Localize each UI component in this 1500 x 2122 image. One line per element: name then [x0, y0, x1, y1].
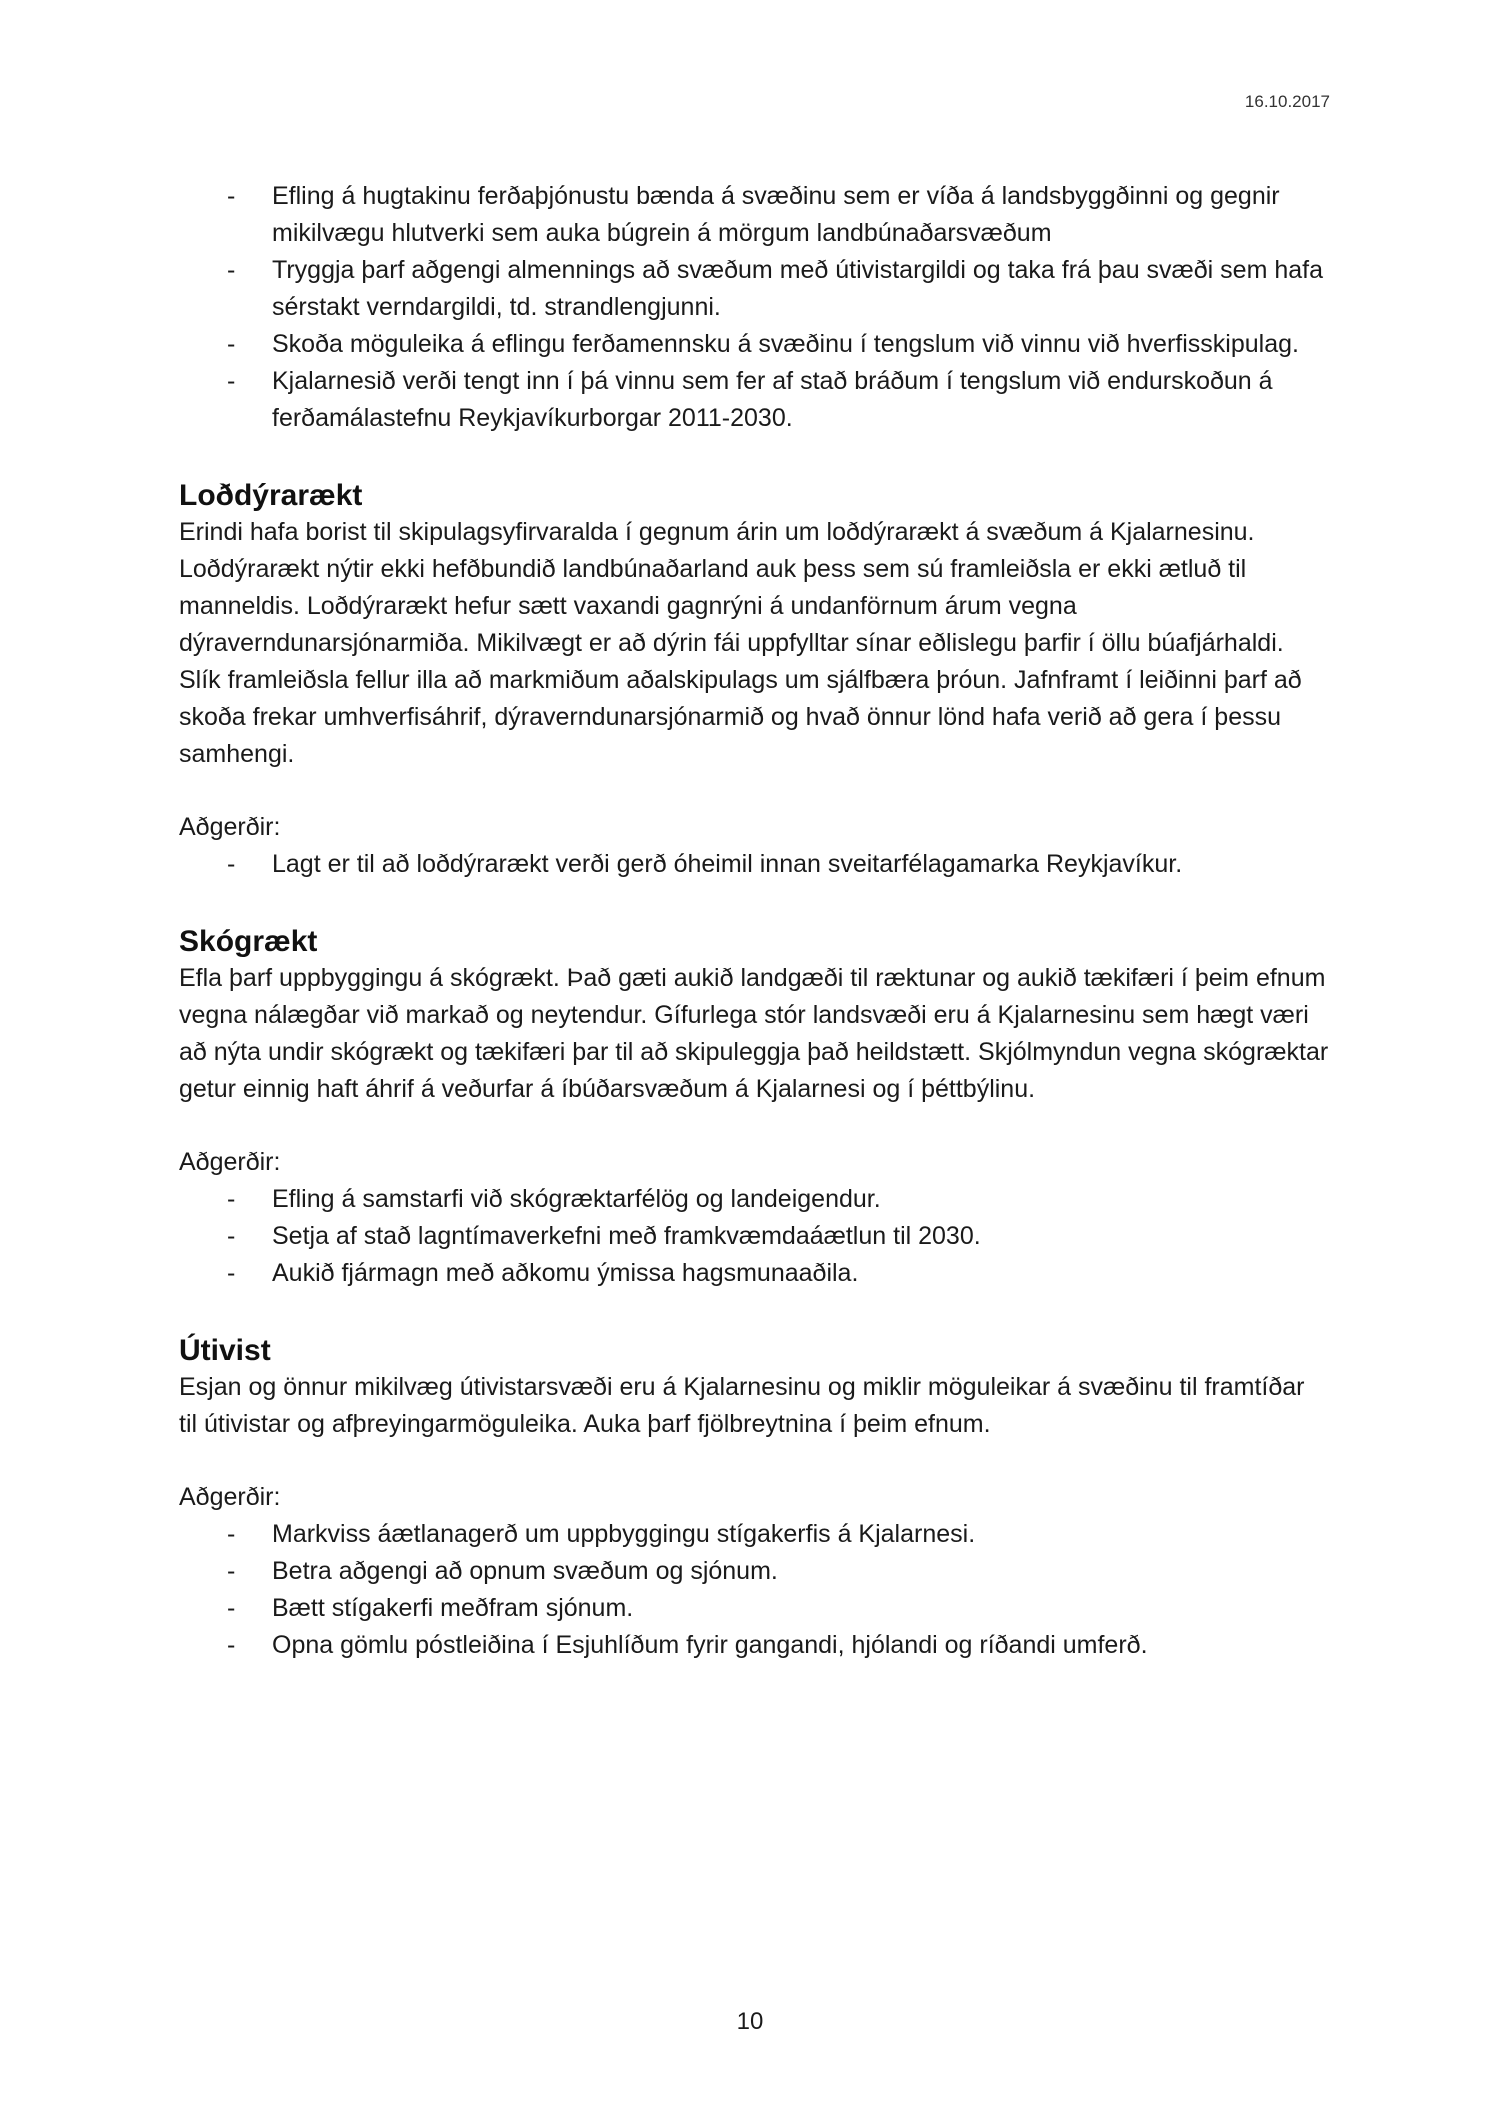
actions-list [179, 846, 1329, 883]
list-item: - Lagt er til að loðdýrarækt verði gerð óheimil innan sveitarfélagamarka Reykjavíkur. [179, 846, 1329, 883]
list-item: - Opna gömlu póstleiðina í Esjuhlíðum fyrir gangandi, hjólandi og ríðandi umferð. [179, 1627, 1329, 1664]
section-heading: Loðdýrarækt [179, 479, 363, 512]
actions-label: Aðgerðir: [179, 813, 281, 841]
list-item: - Aukið fjármagn með aðkomu ýmissa hagsmunaaðila. [179, 1255, 1329, 1292]
list-item: - Setja af stað lagntímaverkefni með framkvæmdaáætlun til 2030. [179, 1218, 1329, 1255]
document-body [179, 178, 1329, 1664]
actions-label: Aðgerðir: [179, 1148, 281, 1176]
list-item: - Skoða möguleika á eflingu ferðamennsku á svæðinu í tengslum við vinnu við hverfisskipulag. [179, 326, 1329, 363]
section-lodyraraekt [179, 477, 1329, 883]
actions-list [179, 1516, 1329, 1664]
list-item: - Efling á samstarfi við skógræktarfélög og landeigendur. [179, 1181, 1329, 1218]
section-skograekt [179, 923, 1329, 1292]
section-paragraph: Erindi hafa borist til skipulagsyfirvaralda í gegnum árin um loðdýrarækt á svæðum á Kjalarnesinu. Loðdýrarækt nýtir ekki hefðbundið landbúnaðarland auk þess sem sú framleiðsla er ekki ætluð til manneldis. Loðdýrarækt hefur sætt vaxandi gagnrýni á undanförnum árum vegna dýraverndunarsjónarmiða. Mikilvægt er að dýrin fái uppfylltar sínar eðlislegu þarfir í öllu búafjárhaldi. Slík framleiðsla fellur illa að markmiðum aðalskipulags um sjálfbæra þróun. Jafnframt í leiðinni þarf að skoða frekar umhverfisáhrif, dýraverndunarsjónarmið og hvað önnur lönd hafa verið að gera í þessu samhengi. [179, 518, 1302, 768]
section-heading: Útivist [179, 1334, 271, 1367]
list-item: - Bætt stígakerfi meðfram sjónum. [179, 1590, 1329, 1627]
list-item: - Kjalarnesið verði tengt inn í þá vinnu sem fer af stað bráðum í tengslum við endurskoðun á ferðamálastefnu Reykjavíkurborgar 2011-2030. [179, 363, 1329, 437]
actions-label: Aðgerðir: [179, 1483, 281, 1511]
list-item: - Tryggja þarf aðgengi almennings að svæðum með útivistargildi og taka frá þau svæði sem hafa sérstakt verndargildi, td. strandlengjunni. [179, 252, 1329, 326]
section-paragraph: Efla þarf uppbyggingu á skógrækt. Það gæti aukið landgæði til ræktunar og aukið tækifæri í þeim efnum vegna nálægðar við markað og neytendur. Gífurlega stór landsvæði eru á Kjalarnesinu sem hægt væri að nýta undir skógrækt og tækifæri þar til að skipuleggja það heildstætt. Skjólmyndun vegna skógræktar getur einnig haft áhrif á veðurfar á íbúðarsvæðum á Kjalarnesi og í þéttbýlinu. [179, 964, 1329, 1103]
list-item: - Markviss áætlanagerð um uppbyggingu stígakerfis á Kjalarnesi. [179, 1516, 1329, 1553]
section-utivist [179, 1332, 1329, 1664]
section-heading: Skógrækt [179, 925, 318, 958]
header-date: 16.10.2017 [1244, 92, 1330, 111]
page-number: 10 [736, 2008, 764, 2035]
intro-bullet-list [179, 178, 1329, 437]
section-paragraph: Esjan og önnur mikilvæg útivistarsvæði eru á Kjalarnesinu og miklir möguleikar á svæðinu til framtíðar til útivistar og afþreyingarmöguleika. Auka þarf fjölbreytnina í þeim efnum. [179, 1373, 1305, 1438]
actions-list [179, 1181, 1329, 1292]
list-item: - Efling á hugtakinu ferðaþjónustu bænda á svæðinu sem er víða á landsbyggðinni og gegnir mikilvægu hlutverki sem auka búgrein á mörgum landbúnaðarsvæðum [179, 178, 1329, 252]
list-item: - Betra aðgengi að opnum svæðum og sjónum. [179, 1553, 1329, 1590]
